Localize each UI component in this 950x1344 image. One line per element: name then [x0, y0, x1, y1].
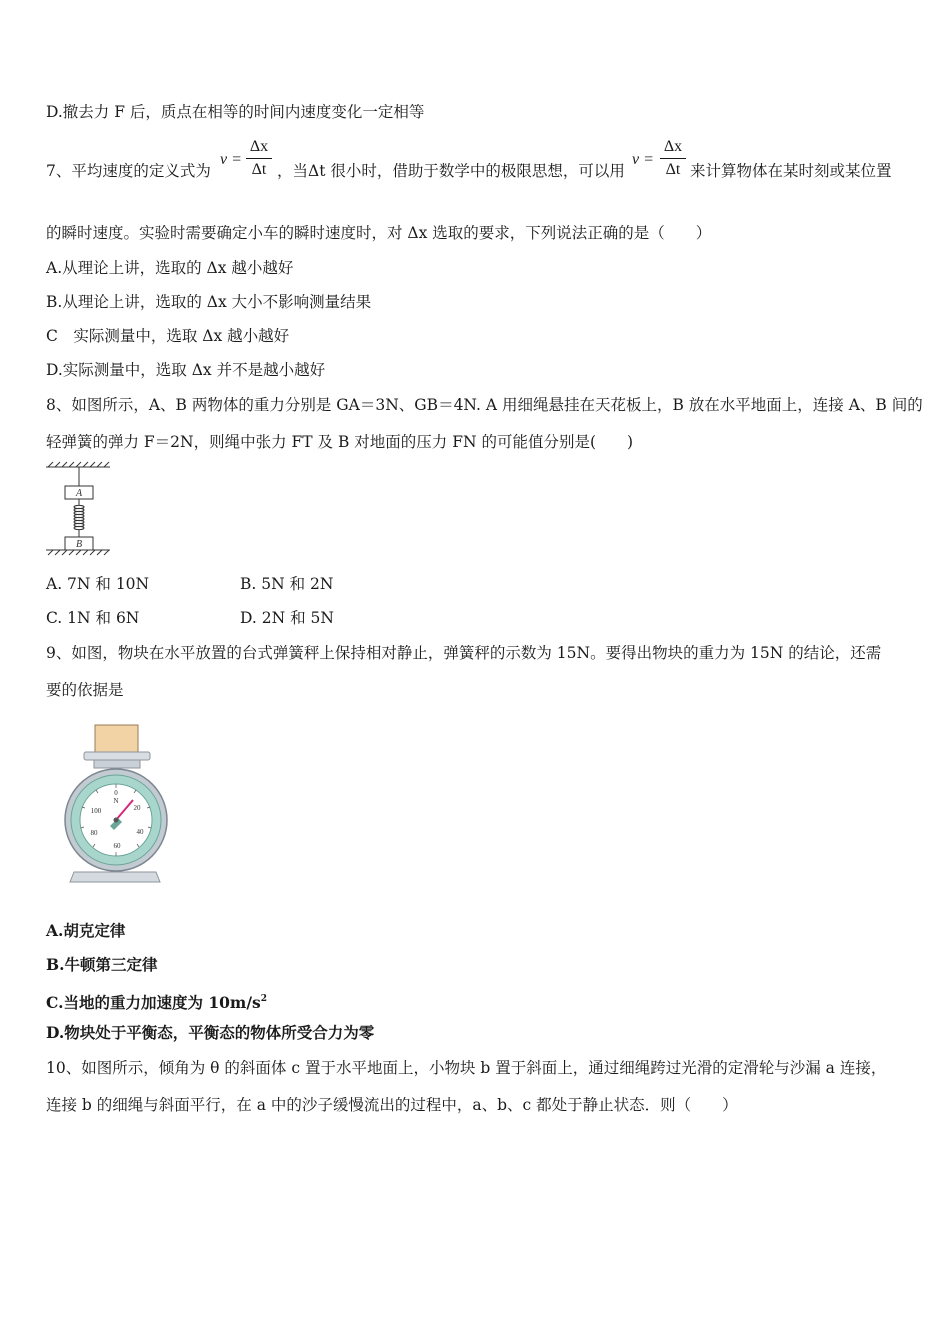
- q8-option-a: A. 7N 和 10N: [46, 575, 150, 593]
- q7-line2: 的瞬时速度。实验时需要确定小车的瞬时速度时，对 Δx 选取的要求，下列说法正确的是（ ）: [46, 224, 712, 242]
- q9-option-d: D.物块处于平衡态，平衡态的物体所受合力为零: [46, 1023, 375, 1042]
- q7-fraction-1-den: Δt: [251, 161, 267, 178]
- q9-option-c-sup: 2: [260, 994, 267, 1004]
- block-a-label: A: [75, 488, 83, 499]
- q7-intro: 7、平均速度的定义式为: [46, 162, 211, 180]
- q7-fraction-2-num: Δx: [663, 138, 683, 155]
- ground-hatch: [46, 550, 110, 555]
- dial-label-20: 20: [133, 804, 141, 812]
- q7-fraction-1-num: Δx: [249, 138, 269, 155]
- q9-option-a: A.胡克定律: [46, 921, 126, 940]
- q7-fraction-1-bar: [246, 158, 272, 159]
- q7-option-d: D.实际测量中，选取 Δx 并不是越小越好: [46, 361, 326, 379]
- spring-figure: [44, 460, 114, 558]
- q10-line2: 连接 b 的细绳与斜面平行，在 a 中的沙子缓慢流出的过程中，a、b、c 都处于静止状态．则（ ）: [46, 1096, 738, 1114]
- q7-tail: 来计算物体在某时刻或某位置: [690, 162, 892, 180]
- block: [95, 725, 138, 752]
- scale-pan: [84, 752, 150, 760]
- q7-fraction-2-bar: [660, 158, 686, 159]
- dial-label-40: 40: [136, 828, 144, 836]
- q7-option-b: B.从理论上讲，选取的 Δx 大小不影响测量结果: [46, 293, 372, 311]
- q6-option-d: D.撤去力 F 后，质点在相等的时间内速度变化一定相等: [46, 103, 425, 121]
- block-b-label: B: [75, 539, 83, 550]
- q7-option-a: A.从理论上讲，选取的 Δx 越小越好: [46, 259, 294, 277]
- dial-label-80: 80: [90, 829, 98, 837]
- q9-line1: 9、如图，物块在水平放置的台式弹簧秤上保持相对静止，弹簧秤的示数为 15N。要得出物块的重力为 15N 的结论，还需: [46, 644, 882, 662]
- q7-option-c: C 实际测量中，选取 Δx 越小越好: [46, 327, 290, 345]
- q7-fraction-2-den: Δt: [665, 161, 681, 178]
- q9-option-b: B.牛顿第三定律: [46, 955, 158, 974]
- spring-coil: [74, 505, 84, 529]
- q10-line1: 10、如图所示，倾角为 θ 的斜面体 c 置于水平地面上，小物块 b 置于斜面上，通过细绳跨过光滑的定滑轮与沙漏 a 连接，: [46, 1059, 887, 1077]
- q8-line2: 轻弹簧的弹力 F＝2N，则绳中张力 FT 及 B 对地面的压力 FN 的可能值分别是( ): [46, 433, 634, 451]
- q8-option-d: D. 2N 和 5N: [240, 609, 334, 627]
- q7-formula-v-2: v =: [632, 151, 654, 168]
- q9-option-c-text: C.当地的重力加速度为 10m/s: [46, 993, 261, 1012]
- dial-label-60: 60: [113, 842, 121, 850]
- needle-hub: [114, 818, 119, 823]
- q8-option-b: B. 5N 和 2N: [240, 575, 334, 593]
- ceiling-hatch: [46, 462, 110, 467]
- q7-mid: ，当Δt 很小时，借助于数学中的极限思想，可以用: [277, 162, 625, 180]
- q8-line1: 8、如图所示，A、B 两物体的重力分别是 GA＝3N、GB＝4N. A 用细绳悬挂在天花板上，B 放在水平地面上，连接 A、B 间的: [46, 396, 923, 414]
- scale-figure: [60, 722, 170, 886]
- q7-fraction-2: [660, 138, 686, 179]
- q7-formula-v-1: v =: [220, 151, 242, 168]
- scale-base: [70, 872, 160, 882]
- scale-neck: [94, 760, 140, 768]
- dial-label-100: 100: [90, 807, 102, 815]
- q9-line2: 要的依据是: [46, 681, 124, 699]
- q7-fraction-1: [246, 138, 272, 179]
- dial-label-0: 0: [114, 789, 118, 797]
- dial-unit: N: [113, 797, 119, 805]
- q8-option-c: C. 1N 和 6N: [46, 609, 140, 627]
- q9-option-c: [46, 989, 267, 1013]
